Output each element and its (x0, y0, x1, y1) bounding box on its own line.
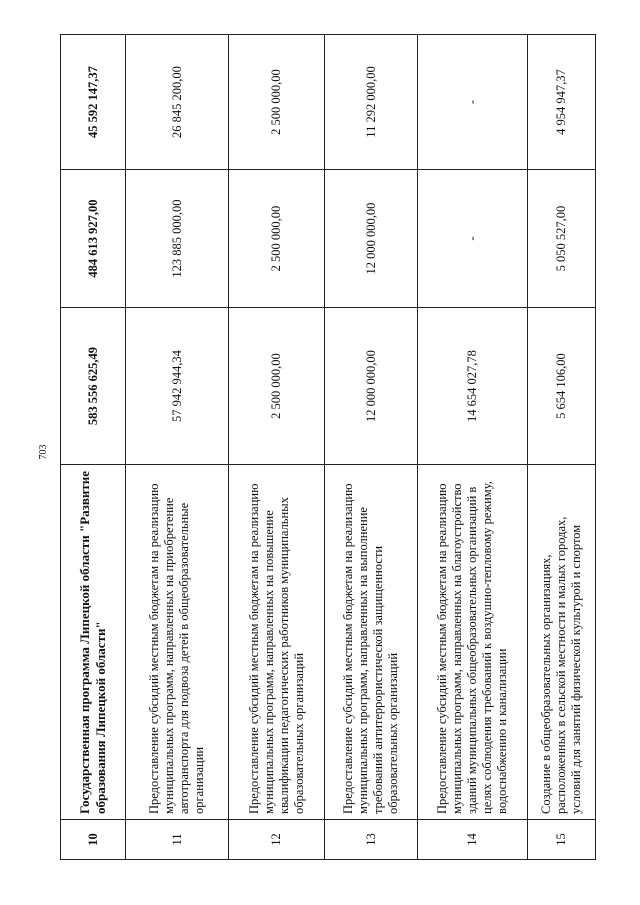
amount-year-2: 123 885 000,00 (126, 170, 229, 308)
program-title: Государственная программа Липецкой области "Развитие образования Липецкой области" (61, 465, 126, 820)
row-number: 14 (418, 820, 528, 860)
row-number: 12 (229, 820, 325, 860)
amount-year-2: - (418, 170, 528, 308)
row-description: Создание в общеобразовательных организациях, расположенных в сельской местности и малых городах, условий для занятий физической культурой и спортом (528, 465, 596, 820)
row-description: Предоставление субсидий местным бюджетам на реализацию муниципальных программ, направленных на приобретение автотранспорта для подвоза детей в общеобразовательные организации (126, 465, 229, 820)
page-number: 703 (38, 444, 49, 460)
table-row (229, 35, 325, 860)
table-row (325, 35, 418, 860)
amount-year-3: - (418, 35, 528, 170)
amount-year-2: 5 050 527,00 (528, 170, 596, 308)
amount-year-3: 26 845 200,00 (126, 35, 229, 170)
amount-year-2: 2 500 000,00 (229, 170, 325, 308)
row-number: 10 (61, 820, 126, 860)
amount-year-1: 2 500 000,00 (229, 308, 325, 465)
amount-year-3: 11 292 000,00 (325, 35, 418, 170)
amount-year-1: 12 000 000,00 (325, 308, 418, 465)
table-header-row (61, 35, 126, 860)
amount-year-1: 57 942 944,34 (126, 308, 229, 465)
row-number: 11 (126, 820, 229, 860)
row-description: Предоставление субсидий местным бюджетам на реализацию муниципальных программ, направленных на повышение квалификации педагогических работников муниципальных образовательных организаций (229, 465, 325, 820)
amount-year-3: 45 592 147,37 (61, 35, 126, 170)
amount-year-1: 583 556 625,49 (61, 308, 126, 465)
amount-year-1: 14 654 027,78 (418, 308, 528, 465)
row-description: Предоставление субсидий местным бюджетам на реализацию муниципальных программ, направленных на выполнение требований антитеррористической защищенности образовательных организаций (325, 465, 418, 820)
row-number: 15 (528, 820, 596, 860)
row-number: 13 (325, 820, 418, 860)
amount-year-3: 2 500 000,00 (229, 35, 325, 170)
rotated-table-container (60, 35, 595, 860)
table-row (418, 35, 528, 860)
table-row (126, 35, 229, 860)
amount-year-3: 4 954 947,37 (528, 35, 596, 170)
row-description: Предоставление субсидий местным бюджетам на реализацию муниципальных программ, направленных на благоустройство зданий муниципальных общеобразовательных организаций в целях соблюдения требований к воздушно-тепловому режиму, водоснабжению и канализации (418, 465, 528, 820)
amount-year-2: 12 000 000,00 (325, 170, 418, 308)
table-row (528, 35, 596, 860)
amount-year-1: 5 654 106,00 (528, 308, 596, 465)
budget-table (60, 34, 596, 860)
amount-year-2: 484 613 927,00 (61, 170, 126, 308)
